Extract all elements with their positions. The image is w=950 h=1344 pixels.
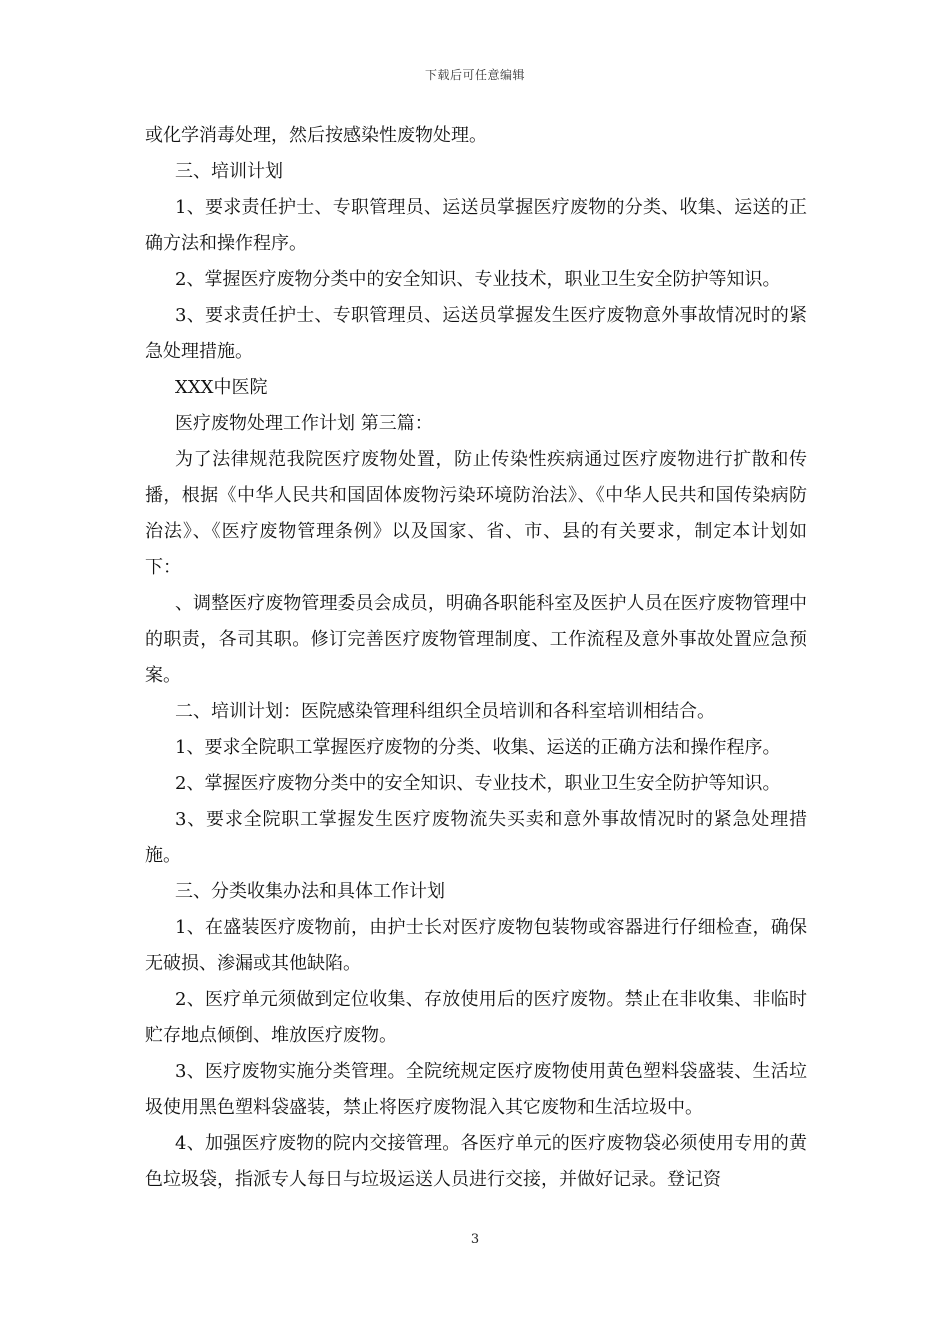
document-body [145, 118, 807, 1198]
paragraph: 或化学消毒处理，然后按感染性废物处理。 [145, 125, 487, 146]
paragraph: 医疗废物处理工作计划 第三篇： [175, 413, 433, 434]
page-number: 3 [470, 1232, 480, 1247]
page-header-note: 下载后可任意编辑 [424, 68, 525, 82]
paragraph: XXX中医院 [175, 377, 268, 398]
paragraph: 3、要求全院职工掌握发生医疗废物流失买卖和意外事故情况时的紧急处理措施。 [145, 809, 807, 866]
paragraph: 3、医疗废物实施分类管理。全院统规定医疗废物使用黄色塑料袋盛装、生活垃圾使用黑色塑料袋盛装，禁止将医疗废物混入其它废物和生活垃圾中。 [145, 1061, 807, 1118]
paragraph: 4、加强医疗废物的院内交接管理。各医疗单元的医疗废物袋必须使用专用的黄色垃圾袋，指派专人每日与垃圾运送人员进行交接，并做好记录。登记资 [145, 1133, 807, 1190]
paragraph: 3、要求责任护士、专职管理员、运送员掌握发生医疗废物意外事故情况时的紧急处理措施。 [145, 305, 807, 362]
paragraph: 1、要求全院职工掌握医疗废物的分类、收集、运送的正确方法和操作程序。 [175, 737, 781, 758]
paragraph: 为了法律规范我院医疗废物处置，防止传染性疾病通过医疗废物进行扩散和传播，根据《中华人民共和国固体废物污染环境防治法》、《中华人民共和国传染病防治法》、《医疗废物管理条例》以及国家、省、市、县的有关要求，制定本计划如下： [145, 449, 807, 578]
paragraph: 2、掌握医疗废物分类中的安全知识、专业技术，职业卫生安全防护等知识。 [175, 773, 781, 794]
paragraph: 2、掌握医疗废物分类中的安全知识、专业技术，职业卫生安全防护等知识。 [175, 269, 781, 290]
paragraph: 二、培训计划：医院感染管理科组织全员培训和各科室培训相结合。 [175, 701, 715, 722]
paragraph: 三、培训计划 [175, 161, 283, 182]
paragraph: 三、分类收集办法和具体工作计划 [175, 881, 445, 902]
paragraph: 2、医疗单元须做到定位收集、存放使用后的医疗废物。禁止在非收集、非临时贮存地点倾倒、堆放医疗废物。 [145, 989, 807, 1046]
paragraph: 1、在盛装医疗废物前，由护士长对医疗废物包装物或容器进行仔细检查，确保无破损、渗漏或其他缺陷。 [145, 917, 807, 974]
paragraph: 、调整医疗废物管理委员会成员，明确各职能科室及医护人员在医疗废物管理中的职责，各司其职。修订完善医疗废物管理制度、工作流程及意外事故处置应急预案。 [145, 593, 807, 686]
paragraph: 1、要求责任护士、专职管理员、运送员掌握医疗废物的分类、收集、运送的正确方法和操作程序。 [145, 197, 807, 254]
